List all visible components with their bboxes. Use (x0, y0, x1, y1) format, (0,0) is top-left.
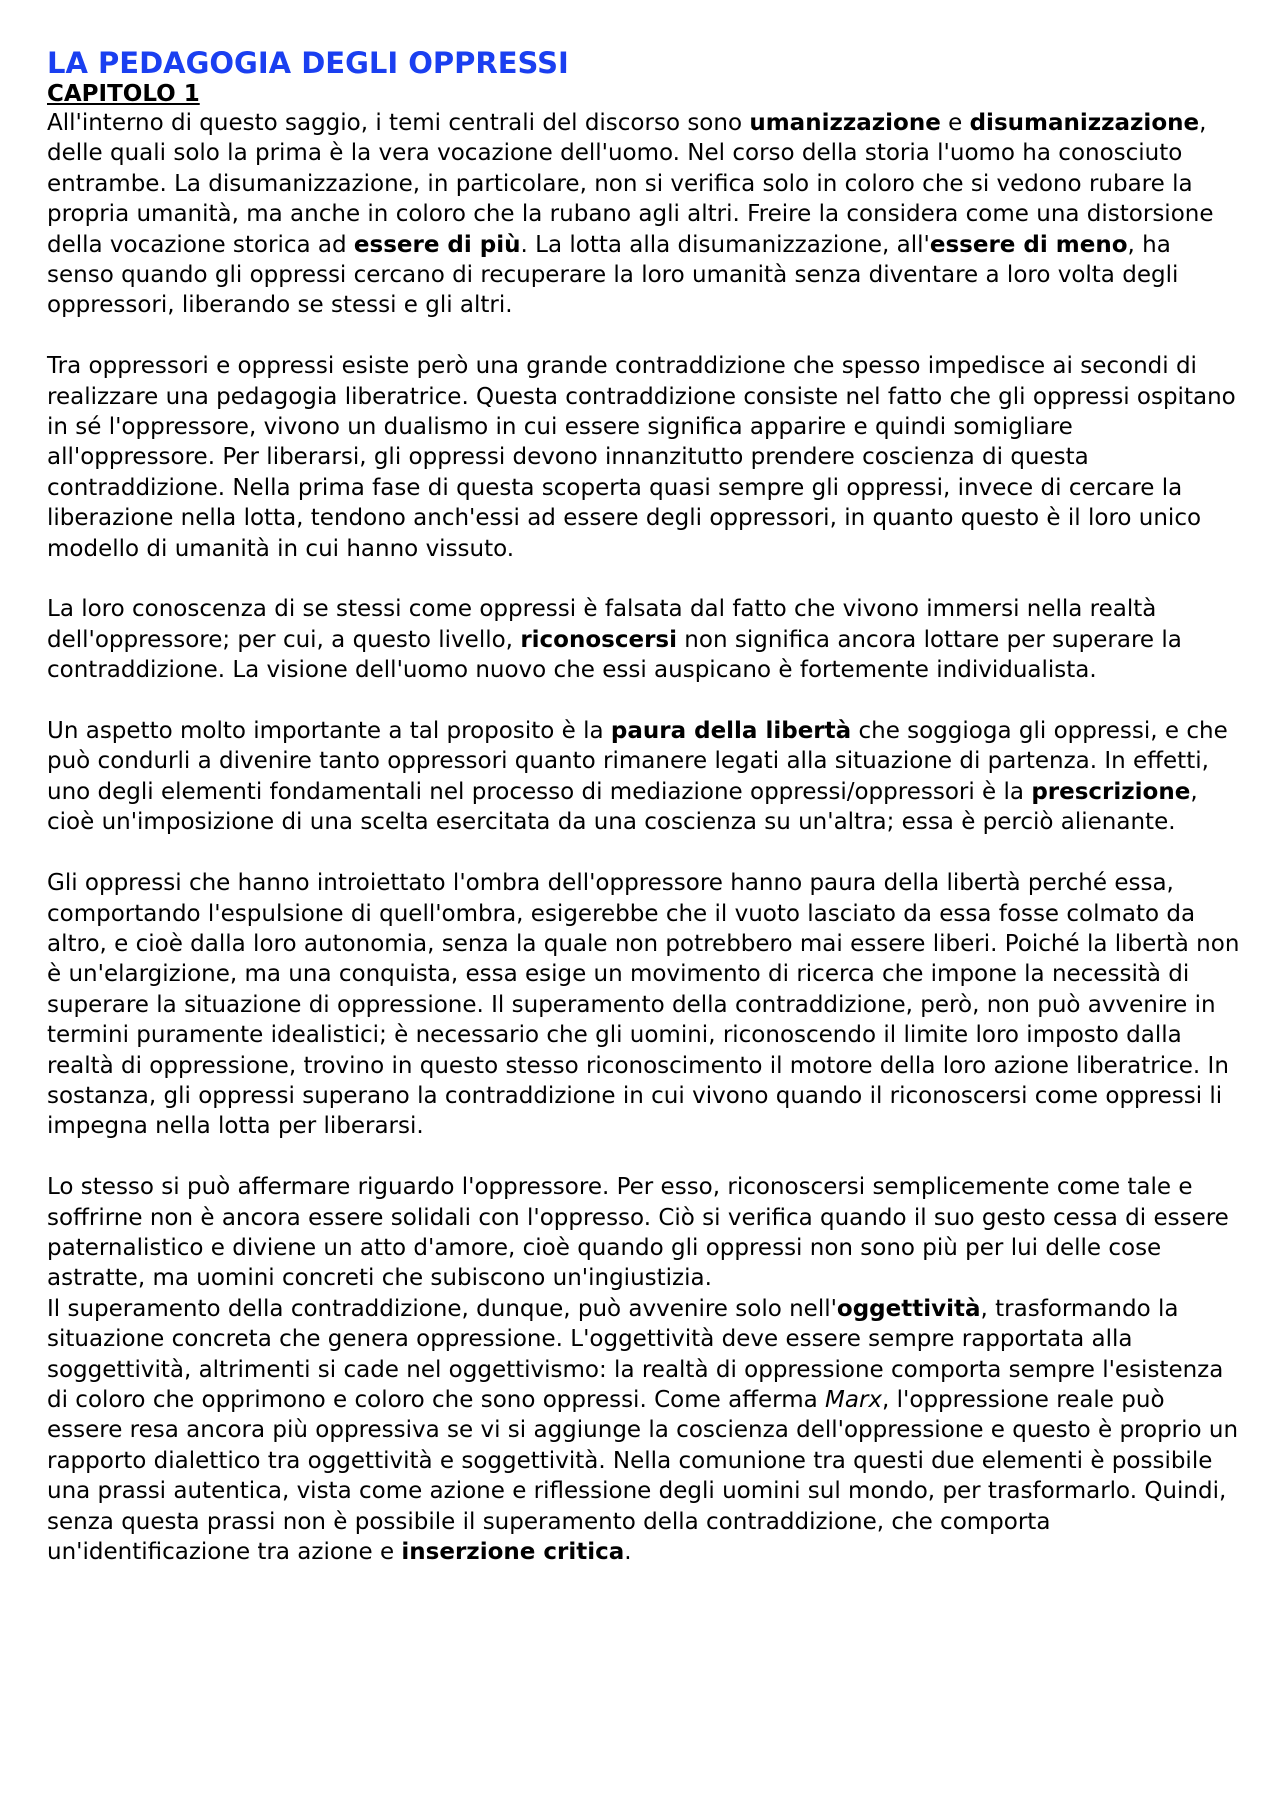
text-run: , ha senso quando gli oppressi cercano di recuperare la loro umanità senza diventare a loro volta degli oppressori, liberando se stessi e gli altri. (47, 231, 1179, 319)
text-run: Lo stesso si può affermare riguardo l'oppressore. Per esso, riconoscersi semplicemente come tale e soffrirne non è ancora essere solidali con l'oppresso. Ciò si verifica quando il suo gesto cessa di essere paternalistico e diviene un atto d'amore, cioè quando gli oppressi non sono più per lui delle cose astratte, ma uomini concreti che subiscono un'ingiustizia. (47, 1174, 1229, 1292)
text-run: e (940, 110, 970, 136)
bold-term: umanizzazione (749, 110, 941, 136)
document-body (47, 108, 1240, 1567)
text-run: Un aspetto molto importante a tal proposito è la (47, 718, 611, 745)
text-run: . La lotta alla disumanizzazione, all' (520, 231, 930, 258)
text-run: Il superamento della contraddizione, dunque, può avvenire solo nell' (47, 1295, 837, 1322)
bold-term: oggettività (836, 1295, 981, 1322)
paragraph-p3 (47, 594, 1240, 685)
paragraph-p4 (47, 716, 1240, 838)
bold-term: essere di più (353, 231, 521, 258)
paragraph-p2 (47, 351, 1240, 564)
text-run: , cioè un'imposizione di una scelta esercitata da una coscienza su un'altra; essa è perciò alienante. (47, 778, 1198, 836)
text-run: , l'oppressione reale può essere resa ancora più oppressiva se vi si aggiunge la coscienza dell'oppressione e questo è proprio un rapporto dialettico tra oggettività e soggettività. Nella comunione tra questi due elementi è possibile una prassi autentica, vista come azione e riflessione degli uomini sul mondo, per trasformarlo. Quindi, senza questa prassi non è possibile il superamento della contraddizione, che comporta un'identificazione tra azione e (47, 1386, 1239, 1566)
bold-term: riconoscersi (520, 626, 677, 653)
text-run: , trasformando la situazione concreta che genera oppressione. L'oggettività deve essere sempre rapportata alla soggettività, altrimenti si cade nel oggettivismo: la realtà di oppressione comporta sempre l'esistenza di coloro che opprimono e coloro che sono oppressi. Come afferma (47, 1295, 1224, 1413)
text-run: non significa ancora lottare per superare la contraddizione. La visione dell'uomo nuovo che essi auspicano è fortemente individualista. (47, 626, 1182, 684)
text-run: Gli oppressi che hanno introiettato l'ombra dell'oppressore hanno paura della libertà perché essa, comportando l'espulsione di quell'ombra, esigerebbe che il vuoto lasciato da essa fosse colmato da altro, e cioè dalla loro autonomia, senza la quale non potrebbero mai essere liberi. Poiché la libertà non è un'elargizione, ma una conquista, essa esige un movimento di ricerca che impone la necessità di superare la situazione di oppressione. Il superamento della contraddizione, però, non può avvenire in termini puramente idealistici; è necessario che gli uomini, riconoscendo il limite loro imposto dalla realtà di oppressione, trovino in questo stesso riconoscimento il motore della loro azione liberatrice. In sostanza, gli oppressi superano la contraddizione in cui vivono quando il riconoscersi come oppressi li impegna nella lotta per liberarsi. (47, 870, 1240, 1140)
text-run: . (624, 1539, 632, 1566)
text-run: che soggioga gli oppressi, e che può condurli a divenire tanto oppressori quanto rimanere legati alla situazione di partenza. In effetti, uno degli elementi fondamentali nel processo di mediazione oppressi/oppressori è la (47, 718, 1228, 805)
italic-term: Marx (825, 1386, 883, 1413)
text-run: Tra oppressori e oppressi esiste però una grande contraddizione che spesso impedisce ai secondi di realizzare una pedagogia liberatrice. Questa contraddizione consiste nel fatto che gli oppressi ospitano in sé l'oppressore, vivono un dualismo in cui essere significa apparire e quindi somigliare all'oppressore. Per liberarsi, gli oppressi devono innanzitutto prendere coscienza di questa contraddizione. Nella prima fase di questa scoperta quasi sempre gli oppressi, invece di cercare la liberazione nella lotta, tendono anch'essi ad essere degli oppressori, in quanto questo è il loro unico modello di umanità in cui hanno vissuto. (47, 353, 1236, 562)
bold-term: disumanizzazione (969, 110, 1200, 136)
bold-term: prescrizione (1031, 778, 1191, 805)
bold-term: inserzione critica (401, 1539, 625, 1566)
text-run: All'interno di questo saggio, i temi centrali del discorso sono (47, 110, 750, 136)
text-run: , delle quali solo la prima è la vera vocazione dell'uomo. Nel corso della storia l'uomo ha conosciuto entrambe. La disumanizzazione, in particolare, non si verifica solo in coloro che si vedono rubare la propria umanità, ma anche in coloro che la rubano agli altri. Freire la considera come una distorsione della vocazione storica ad (47, 110, 1214, 258)
bold-term: essere di meno (929, 231, 1128, 258)
chapter-heading: CAPITOLO 1 (47, 81, 200, 107)
text-run: La loro conoscenza di se stessi come oppressi è falsata dal fatto che vivono immersi nella realtà dell'oppressore; per cui, a questo livello, (47, 596, 1157, 653)
paragraph-p7 (47, 1294, 1240, 1568)
paragraph-p1 (47, 108, 1240, 321)
document-title: LA PEDAGOGIA DEGLI OPPRESSI (47, 46, 569, 80)
bold-term: paura della libertà (610, 718, 852, 745)
paragraph-p5 (47, 868, 1240, 1142)
paragraph-p6 (47, 1172, 1240, 1294)
